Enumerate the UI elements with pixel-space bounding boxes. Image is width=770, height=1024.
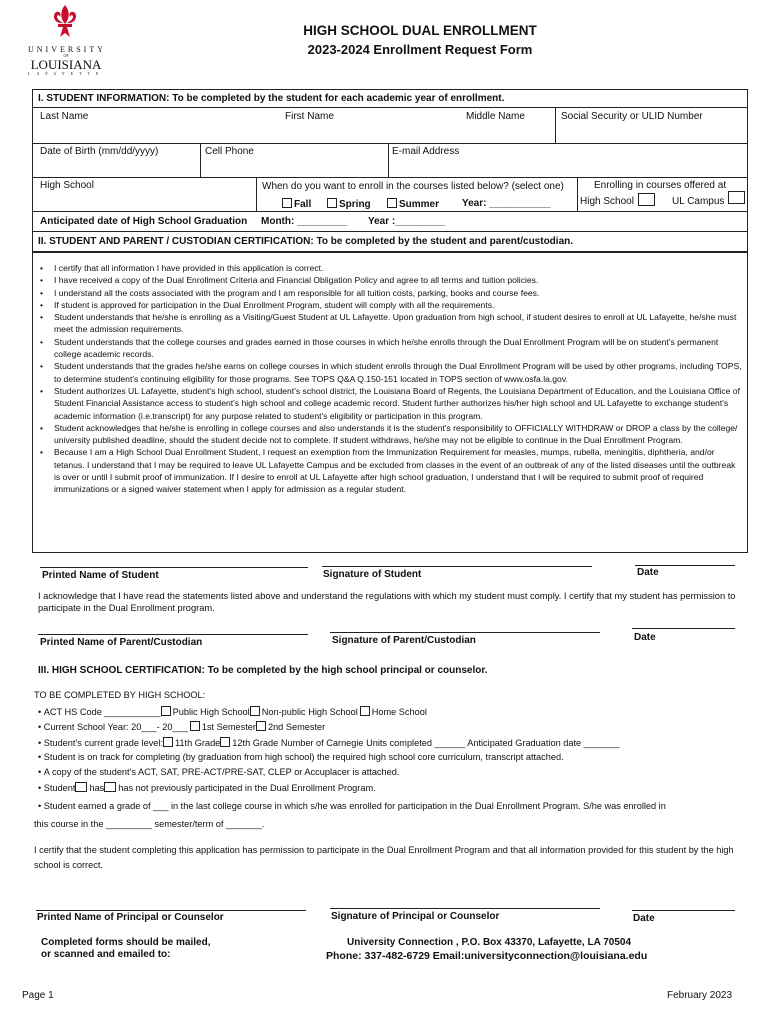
contact-address: University Connection , P.O. Box 43370, Lafayette, LA 70504 [347,937,631,948]
student-date-label: Date [637,567,659,578]
to-be-completed-label: TO BE COMPLETED BY HIGH SCHOOL: [34,690,206,700]
statement-6: • Student understands that the college courses and grades earned in those courses in which he/she enrolls through the Dual Enrollment Program will be on student's permanent college academic records. [38,336,742,361]
grade-earned-item: • Student earned a grade of ___ in the last college course in which s/he was enrolled for participation in the Dual Enrollment Program. S/he was enrolled in [38,801,666,811]
principal-date-label: Date [633,913,655,924]
first-name-field[interactable]: First Name [285,111,334,122]
grade-11-checkbox[interactable] [163,737,173,747]
logo-lafayette-text: LAFAYETTE [28,71,105,76]
graduation-date-label: Anticipated date of High School Graduation [40,216,248,227]
parent-date-line[interactable] [632,628,735,629]
term-fall-option[interactable]: Fall [282,198,311,210]
logo-louisiana-text: LOUISIANA [30,57,102,72]
form-title: HIGH SCHOOL DUAL ENROLLMENT [303,23,537,38]
graduation-year-field[interactable]: Year :_________ [368,216,446,227]
first-semester-checkbox[interactable] [190,721,200,731]
printed-principal-label: Printed Name of Principal or Counselor [37,912,224,923]
student-date-line[interactable] [635,565,735,566]
statement-8: • Student authorizes UL Lafayette, student's high school, student's school district, the Louisiana Board of Regents, the Louisiana Department of Education, and the Louisiana Office of Student Financial Assistance access to student's high school and college academic record. Student further authorizes his/her high school and UL Lafayette to exchange student's academic information (i.e.transcript) for any purpose related to student's eligibility or participation in this program. [38,385,742,422]
ssn-ulid-field[interactable]: Social Security or ULID Number [561,111,703,122]
home-school-checkbox[interactable] [360,706,370,716]
enroll-year-field[interactable]: Year: ___________ [462,198,551,209]
nonpublic-school-checkbox[interactable] [250,706,260,716]
second-semester-checkbox[interactable] [256,721,266,731]
statement-9: • Student acknowledges that he/she is enrolling in college courses and also understands it is the student's responsibility to OFFICIALLY WITHDRAW or DROP a class by the college/ university published deadline, should the student decide not to complete. If student withdraws, he/she may not be eligible to continue in the Dual Enrollment Program. [38,422,742,447]
logo-of-text: OF [63,53,69,58]
mail-instructions-1: Completed forms should be mailed, [41,937,211,948]
form-subtitle: 2023-2024 Enrollment Request Form [307,42,533,57]
certification-statements [38,262,742,496]
parent-acknowledgement: I acknowledge that I have read the statements listed above and understand the regulations with which my student must comply. I certify that my student has permission to participate in the Dual Enrollment program. [38,591,736,613]
offered-ul-campus-label: UL Campus [672,196,725,207]
school-year-row: • Current School Year: 20___- 20___ 1st Semester 2nd Semester [38,722,326,732]
graduation-month-field[interactable]: Month: _________ [261,216,348,227]
prior-participation-row: • Student has has not previously participated in the Dual Enrollment Program. [38,783,376,793]
high-school-certify-statement: I certify that the student completing this application has permission to participate in the Dual Enrollment Program and that all information provided for this student by the high school is correct. [34,845,734,870]
term-spring-option[interactable]: Spring [327,198,371,210]
signature-parent-label: Signature of Parent/Custodian [332,635,476,646]
parent-name-line[interactable] [38,634,308,635]
test-scores-item: • A copy of the student's ACT, SAT, PRE-ACT/PRE-SAT, CLEP or Accuplacer is attached. [38,767,400,777]
statement-3: • I understand all the costs associated with the program and I am responsible for all tuition costs, parking, books and course fees. [38,287,742,299]
date-of-birth-field[interactable]: Date of Birth (mm/dd/yyyy) [40,146,159,157]
cell-phone-field[interactable]: Cell Phone [205,146,254,157]
statement-10: • Because I am a High School Dual Enrollment Student, I request an exemption from the Immunization Requirement for measles, mumps, rubella, meningitis, diphtheria, and/or tetanus. I understand that I may be required to leave UL Lafayette Campus and be excluded from classes in the event of an outbreak of any of the listed diseases until the outbreak is over or until I submit proof of immunization. If I desire to enroll at UL Lafayette after high school graduation, I understand that I will be required to submit proof of required immunizations or a signed waiver statement when I apply for admission as a regular student. [38,446,742,495]
signature-principal-label: Signature of Principal or Counselor [331,911,500,922]
statement-2: • I have received a copy of the Dual Enrollment Criteria and Financial Obligation Policy and agree to all terms and tuition policies. [38,274,742,286]
student-signature-line[interactable] [322,566,592,567]
has-not-participated-checkbox[interactable] [104,782,116,792]
offered-high-school-label: High School [580,196,634,207]
middle-name-field[interactable]: Middle Name [466,111,525,122]
act-code-row: • ACT HS Code ___________ Public High School Non-public High School Home School [38,707,427,717]
contact-phone-email: Phone: 337-482-6729 Email:universityconnection@louisiana.edu [326,950,648,962]
mail-instructions-2: or scanned and emailed to: [41,949,171,960]
public-school-checkbox[interactable] [161,706,171,716]
offered-at-label: Enrolling in courses offered at [594,180,727,191]
section3-heading: III. HIGH SCHOOL CERTIFICATION: To be completed by the high school principal or counselor. [38,665,488,676]
grade-level-row: • Student's current grade level: 11th Grade 12th Grade Number of Carnegie Units completed ______ Anticipated Graduation date _______ [38,738,620,748]
statement-1: • I certify that all information I have provided in this application is correct. [38,262,742,274]
grade-12-checkbox[interactable] [220,737,230,747]
last-name-field[interactable]: Last Name [40,111,89,122]
statement-5: • Student understands that he/she is enrolling as a Visiting/Guest Student at UL Lafayette. Upon graduation from high school, if student desires to enroll at UL Lafayette, he/she must meet the admission requirements. [38,311,742,336]
principal-name-line[interactable] [36,910,306,911]
printed-student-label: Printed Name of Student [42,570,159,581]
summer-checkbox[interactable] [387,198,397,208]
student-name-line[interactable] [40,567,308,568]
principal-signature-line[interactable] [330,908,600,909]
term-summer-option[interactable]: Summer [387,198,439,210]
principal-date-line[interactable] [632,910,735,911]
printed-parent-label: Printed Name of Parent/Custodian [40,637,203,648]
revision-date: February 2023 [667,990,733,1001]
statement-4: • If student is approved for participation in the Dual Enrollment Program, student will comply with all the requirements. [38,299,742,311]
current-school-year-field[interactable]: Current School Year: 20___- 20___ [43,722,188,732]
statement-7: • Student understands that the grades he/she earns on college courses in which student enrolls through the Dual Enrollment Program will be used by other programs, including TOPS, to determine student's continuing eligibility for those programs. See TOPS Q&A Q.150-151 located in TOPS section of www.osfa.la.gov. [38,360,742,385]
offered-ul-campus-checkbox[interactable] [728,191,745,204]
has-participated-checkbox[interactable] [75,782,87,792]
signature-student-label: Signature of Student [323,569,422,580]
university-logo [28,4,104,76]
enroll-term-question: When do you want to enroll in the courses listed below? (select one) [262,181,564,192]
on-track-item: • Student is on track for completing (by graduation from high school) the required high school core curriculum, transcript attached. [38,752,564,762]
page-number: Page 1 [22,990,54,1001]
spring-checkbox[interactable] [327,198,337,208]
logo-university-text: UNIVERSITY [28,45,106,54]
parent-date-label: Date [634,632,656,643]
section1-heading: I. STUDENT INFORMATION: To be completed by the student for each academic year of enrollment. [38,93,505,104]
act-hs-code-field[interactable]: ACT HS Code ___________ [43,707,161,717]
fleur-de-lis-icon [50,4,80,44]
course-term-line[interactable]: this course in the _________ semester/term of _______. [34,819,265,829]
parent-signature-line[interactable] [330,632,600,633]
offered-high-school-checkbox[interactable] [638,193,655,206]
fall-checkbox[interactable] [282,198,292,208]
email-address-field[interactable]: E-mail Address [392,146,460,157]
high-school-field[interactable]: High School [40,180,94,191]
section2-heading: II. STUDENT AND PARENT / CUSTODIAN CERTIFICATION: To be completed by the student and parent/custodian. [38,236,574,247]
